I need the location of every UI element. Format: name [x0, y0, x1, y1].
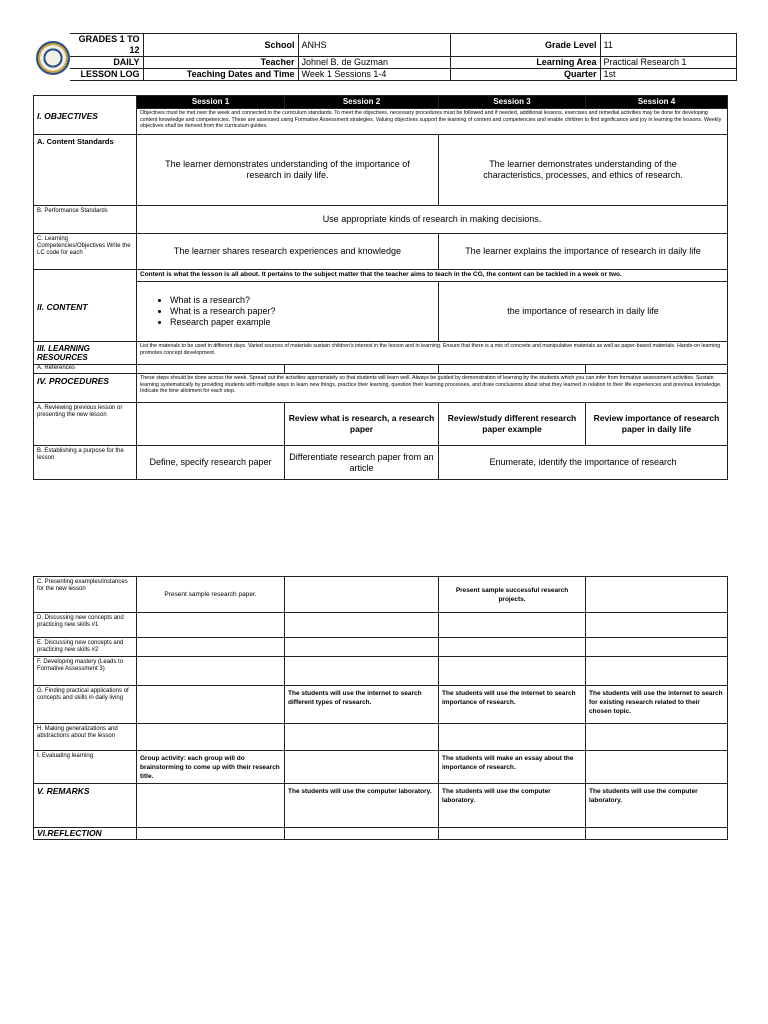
title-line-3: LESSON LOG [70, 69, 143, 81]
purpose-s1: Define, specify research paper [137, 446, 285, 480]
mastery-s1 [137, 657, 285, 686]
presenting-s1: Present sample research paper. [137, 577, 285, 613]
generalizations-s1 [137, 724, 285, 751]
school-value: ANHS [298, 34, 450, 57]
references-s3 [439, 365, 586, 374]
teaching-dates-value: Week 1 Sessions 1-4 [298, 69, 450, 81]
procedures-label: IV. PROCEDURES [34, 374, 137, 403]
session-3-header: Session 3 [439, 96, 586, 109]
title-line-1: GRADES 1 TO 12 [70, 34, 143, 57]
objectives-note: Objectives must be met over the week and connected to the curriculum standards. To meet the objectives, necessary procedures must be followed and if needed, additional lessons, exercises and remedial activities may be done for developing content knowledge and competencies. These are assessed using Formative Assessment strategies. Valuing objectives support the learning of content and competencies and enable children to find significance and joy in learning the lessons. Weekly objectives shall be derived from the curriculum guides. [137, 109, 728, 135]
generalizations-s2 [285, 724, 439, 751]
generalizations-label: H. Making generalizations and abstractions about the lesson [34, 724, 137, 751]
procedures-note: These steps should be done across the week. Spread out the activities appropriately so that students will learn well. Always be guided by demonstration of learning by the students which you can infer from formative assessment activities. Sustain learning systematically by providing students with multiple ways to learn new things, practice their learning, question their learning processes, and draw conclusions about what they learned in relation to their life experiences and previous knowledge. Indicate the time allotment for each step. [137, 374, 728, 403]
remarks-label: V. REMARKS [34, 784, 137, 828]
teaching-dates-label: Teaching Dates and Time [143, 69, 298, 81]
grade-level-value: 11 [600, 34, 736, 57]
purpose-s34: Enumerate, identify the importance of research [439, 446, 728, 480]
applications-s3: The students will use the internet to search importance of research. [439, 686, 586, 724]
generalizations-s3 [439, 724, 586, 751]
mastery-s3 [439, 657, 586, 686]
title-line-2: DAILY [70, 57, 143, 69]
applications-label: G. Finding practical applications of concepts and skills in daily living [34, 686, 137, 724]
learning-area-label: Learning Area [450, 57, 600, 69]
remarks-s4: The students will use the computer laboratory. [586, 784, 728, 828]
content-standards-label: A. Content Standards [34, 135, 137, 206]
evaluating-s4 [586, 751, 728, 784]
reviewing-s2: Review what is research, a research paper [285, 403, 439, 446]
reviewing-s4: Review importance of research paper in daily life [586, 403, 728, 446]
mastery-s4 [586, 657, 728, 686]
content-items-list [140, 295, 435, 328]
presenting-label: C. Presenting examples/instances for the new lesson [34, 577, 137, 613]
lesson-log-table-2 [33, 576, 728, 840]
purpose-s2: Differentiate research paper from an article [285, 446, 439, 480]
content-note: Content is what the lesson is all about. It pertains to the subject matter that the teacher aims to teach in the CG, the content can be tackled in a week or two. [137, 270, 728, 282]
seal-icon [36, 41, 70, 75]
reflection-s4 [586, 828, 728, 840]
lesson-log-table-1 [33, 95, 728, 480]
references-s2 [285, 365, 439, 374]
reflection-s1 [137, 828, 285, 840]
teacher-value: Johnel B. de Guzman [298, 57, 450, 69]
competencies-right: The learner explains the importance of research in daily life [439, 234, 728, 270]
deped-seal-logo [33, 34, 70, 81]
presenting-s4 [586, 577, 728, 613]
discussing2-s1 [137, 638, 285, 657]
reflection-label: VI.REFLECTION [34, 828, 137, 840]
applications-s4: The students will use the internet to search for existing research related to their chosen topic. [586, 686, 728, 724]
performance-standards-value: Use appropriate kinds of research in making decisions. [137, 206, 728, 234]
content-label: II. CONTENT [34, 270, 137, 342]
purpose-label: B. Establishing a purpose for the lesson [34, 446, 137, 480]
content-item: • Research paper example [170, 317, 435, 328]
discussing1-s1 [137, 613, 285, 638]
evaluating-s1: Group activity: each group will do brainstorming to come up with their research title. [137, 751, 285, 784]
teacher-label: Teacher [143, 57, 298, 69]
session-2-header: Session 2 [285, 96, 439, 109]
evaluating-s3: The students will make an essay about the importance of research. [439, 751, 586, 784]
learning-resources-note: List the materials to be used in different days. Varied sources of materials sustain children's interest in the lesson and in learning. Ensure that there is a mix of concrete and manipulative materials as well as paper-based materials. Hands-on learning promotes concept development. [137, 342, 728, 365]
reviewing-s3: Review/study different research paper example [439, 403, 586, 446]
learning-area-value: Practical Research 1 [600, 57, 736, 69]
content-item: • What is a research? [170, 295, 435, 306]
applications-s2: The students will use the internet to search different types of research. [285, 686, 439, 724]
references-label: A. References [34, 365, 137, 374]
competencies-label: C. Learning Competencies/Objectives Write the LC code for each [34, 234, 137, 270]
content-right: the importance of research in daily life [439, 282, 728, 342]
performance-standards-label: B. Performance Standards [34, 206, 137, 234]
mastery-s2 [285, 657, 439, 686]
learning-resources-label: III. LEARNING RESOURCES [34, 342, 137, 365]
reviewing-label: A. Reviewing previous lesson or presenting the new lesson [34, 403, 137, 446]
discussing1-s4 [586, 613, 728, 638]
competencies-left: The learner shares research experiences and knowledge [137, 234, 439, 270]
header-table [33, 33, 737, 81]
content-standards-right: The learner demonstrates understanding of the characteristics, processes, and ethics of research. [439, 135, 728, 206]
reviewing-s1 [137, 403, 285, 446]
references-s4 [586, 365, 728, 374]
discussing2-s3 [439, 638, 586, 657]
content-item: • What is a research paper? [170, 306, 435, 317]
remarks-s1 [137, 784, 285, 828]
discussing2-label: E. Discussing new concepts and practicing new skills #2 [34, 638, 137, 657]
session-1-header: Session 1 [137, 96, 285, 109]
presenting-s2 [285, 577, 439, 613]
remarks-s2: The students will use the computer laboratory. [285, 784, 439, 828]
session-4-header: Session 4 [586, 96, 728, 109]
applications-s1 [137, 686, 285, 724]
discussing1-s3 [439, 613, 586, 638]
presenting-s3: Present sample successful research projects. [439, 577, 586, 613]
discussing1-s2 [285, 613, 439, 638]
remarks-s3: The students will use the computer laboratory. [439, 784, 586, 828]
evaluating-label: I. Evaluating learning [34, 751, 137, 784]
quarter-label: Quarter [450, 69, 600, 81]
references-s1 [137, 365, 285, 374]
content-standards-left: The learner demonstrates understanding of the importance of research in daily life. [137, 135, 439, 206]
evaluating-s2 [285, 751, 439, 784]
grade-level-label: Grade Level [450, 34, 600, 57]
reflection-s2 [285, 828, 439, 840]
mastery-label: F. Developing mastery (Leads to Formative Assessment 3) [34, 657, 137, 686]
quarter-value: 1st [600, 69, 736, 81]
content-items-cell [137, 282, 439, 342]
discussing2-s4 [586, 638, 728, 657]
school-label: School [143, 34, 298, 57]
discussing2-s2 [285, 638, 439, 657]
reflection-s3 [439, 828, 586, 840]
generalizations-s4 [586, 724, 728, 751]
discussing1-label: D. Discussing new concepts and practicing new skills #1 [34, 613, 137, 638]
objectives-label: I. OBJECTIVES [34, 96, 137, 135]
